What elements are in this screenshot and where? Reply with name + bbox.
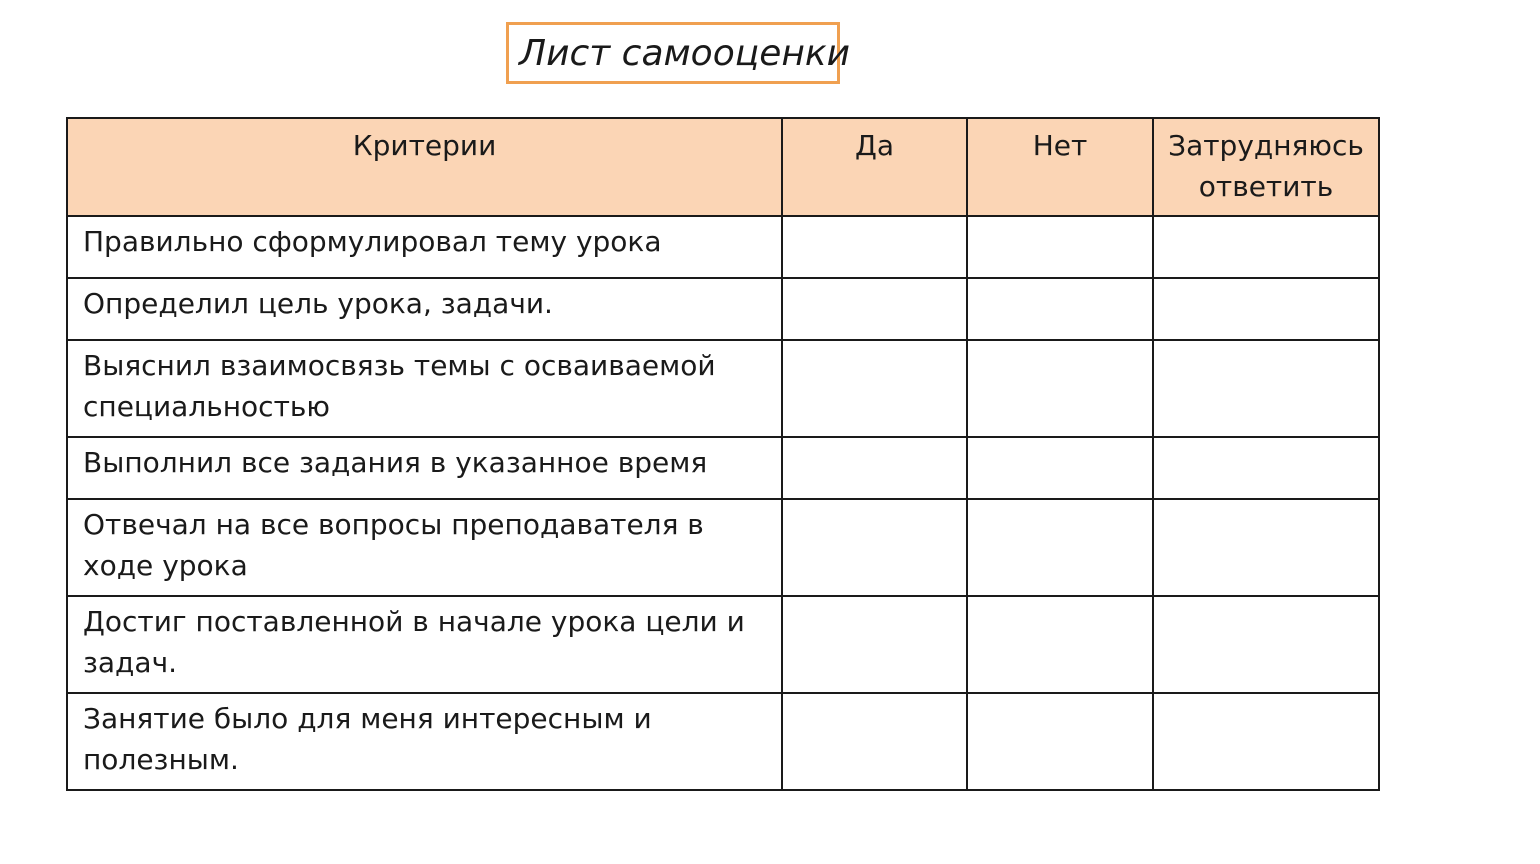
criterion-cell: Правильно сформулировал тему урока: [67, 216, 782, 278]
yes-cell[interactable]: [782, 278, 967, 340]
no-cell[interactable]: [967, 596, 1153, 693]
yes-cell[interactable]: [782, 437, 967, 499]
criterion-cell: Отвечал на все вопросы преподавателя в ходе урока: [67, 499, 782, 596]
self-assessment-table: [66, 117, 1380, 791]
criterion-cell: Определил цель урока, задачи.: [67, 278, 782, 340]
table-row: [67, 278, 1379, 340]
no-cell[interactable]: [967, 278, 1153, 340]
no-cell[interactable]: [967, 437, 1153, 499]
hard-cell[interactable]: [1153, 278, 1379, 340]
hard-cell[interactable]: [1153, 437, 1379, 499]
no-cell[interactable]: [967, 499, 1153, 596]
hard-cell[interactable]: [1153, 693, 1379, 790]
criterion-cell: Достиг поставленной в начале урока цели и задач.: [67, 596, 782, 693]
criterion-cell: Выяснил взаимосвязь темы с осваиваемой специальностью: [67, 340, 782, 437]
table-row: [67, 499, 1379, 596]
table-row: [67, 340, 1379, 437]
criterion-cell: Выполнил все задания в указанное время: [67, 437, 782, 499]
header-no: Нет: [967, 118, 1153, 216]
yes-cell[interactable]: [782, 596, 967, 693]
page-title: Лист самооценки: [519, 32, 851, 74]
no-cell[interactable]: [967, 216, 1153, 278]
header-hard-to-answer: Затрудняюсь ответить: [1153, 118, 1379, 216]
no-cell[interactable]: [967, 693, 1153, 790]
table-row: [67, 693, 1379, 790]
hard-cell[interactable]: [1153, 596, 1379, 693]
hard-cell[interactable]: [1153, 340, 1379, 437]
header-criteria: Критерии: [67, 118, 782, 216]
yes-cell[interactable]: [782, 340, 967, 437]
yes-cell[interactable]: [782, 693, 967, 790]
criterion-cell: Занятие было для меня интересным и полезным.: [67, 693, 782, 790]
yes-cell[interactable]: [782, 499, 967, 596]
table-row: [67, 437, 1379, 499]
no-cell[interactable]: [967, 340, 1153, 437]
hard-cell[interactable]: [1153, 499, 1379, 596]
yes-cell[interactable]: [782, 216, 967, 278]
hard-cell[interactable]: [1153, 216, 1379, 278]
header-yes: Да: [782, 118, 967, 216]
table-row: [67, 216, 1379, 278]
title-box: [506, 22, 851, 84]
table-row: [67, 596, 1379, 693]
table-header-row: [67, 118, 1379, 216]
